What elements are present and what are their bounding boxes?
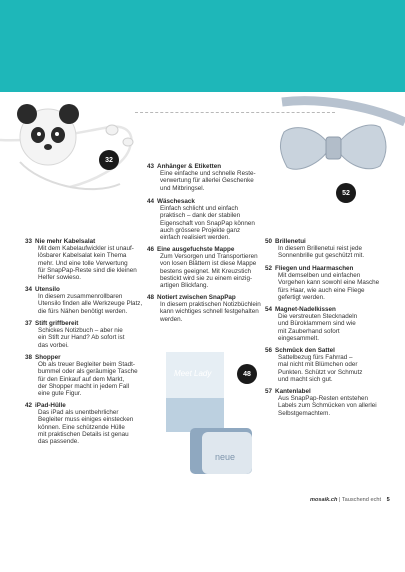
footer-section: Tauschend echt: [341, 497, 382, 503]
badge-48: 48: [237, 364, 257, 384]
header-band: [0, 0, 405, 92]
svg-text:Meet Lady: Meet Lady: [174, 369, 212, 378]
badge-32: 32: [99, 150, 119, 170]
list-item: 33 Nie mehr Kabelsalat Mit dem Kabelaufwickler ist unauf- lösbarer Kabelsalat kein Thema mehr. Und eine tolle Verwertung für SnapPap-Reste sind die kleinen Helfer sowieso.: [25, 238, 137, 282]
list-item: 46 Eine ausgefuchste Mappe Zum Versorgen und Transportieren von losen Blättern ist diese Mappe bestens geeignet. Mit Kreuzstich bestickt wird sie zu einem einzig- artigen Blickfang.: [147, 246, 258, 290]
list-item: 57 Kantenlabel Aus SnapPap-Resten entstehen Labels zum Schmücken von allerlei Selbstgemachtem.: [265, 388, 377, 417]
cable-winder-image: [0, 92, 140, 202]
bow-tie-image: [262, 92, 405, 202]
list-item: 54 Magnet-Nadelkissen Die verstreuten Stecknadeln und Büroklammern sind wie mit Zauberhand sofort eingesammelt.: [265, 306, 358, 342]
brand-logo: mosaik.ch: [310, 497, 338, 503]
list-item: 48 Notiert zwischen SnapPap In diesem praktischen Notizbüchlein kann wichtiges schnell festgehalten werden.: [147, 294, 261, 323]
list-item: 52 Fliegen und Haarmaschen Mit demselben und einfachen Vorgehen kann sowohl eine Masche fürs Haar, wie auch eine Fliege gefertigt werden.: [265, 265, 380, 301]
list-item: 43 Anhänger & Etiketten Eine einfache und schnelle Reste- verwertung für allerlei Geschenke und Mitbringsel.: [147, 163, 256, 192]
page-footer: [310, 497, 390, 503]
badge-52: 52: [336, 183, 356, 203]
list-item: 56 Schmück den Sattel Sattelbezug fürs Fahrrad – mal nicht mit Blümchen oder Punkten. Schützt vor Schmutz und macht sich gut.: [265, 347, 363, 383]
list-item: 34 Utensilo In diesem zusammenrollbaren Utensilo finden alle Werkzeuge Platz, die fürs Nähen benötigt werden.: [25, 286, 143, 315]
list-item: 50 Brillenetui In diesem Brillenetui reist jede Sonnenbrille gut geschützt mit.: [265, 238, 365, 260]
list-item: 42 iPad-Hülle Das iPad als unentbehrlicher Begleiter muss einiges einstecken können. Eine schützende Hülle mit praktischen Details ist genau das passende.: [25, 402, 134, 446]
svg-text:neue: neue: [215, 452, 236, 462]
page-number: 5: [386, 497, 390, 503]
list-item: 38 Shopper Ob als treuer Begleiter beim Stadt- bummel oder als geräumige Tasche für den Einkauf auf dem Markt, der Shopper macht in jedem Fall eine gute Figur.: [25, 354, 138, 398]
list-item: 44 Wäschesack Einfach schlicht und einfach praktisch – dank der stabilen Eigenschaft von SnapPap können auch grössere Projekte ganz einfach realisiert werden.: [147, 198, 255, 242]
list-item: 37 Stift griffbereit Schickes Notizbuch – aber nie ein Stift zur Hand? Ab sofort ist das vorbei.: [25, 320, 125, 349]
footer-separator: |: [338, 497, 341, 503]
